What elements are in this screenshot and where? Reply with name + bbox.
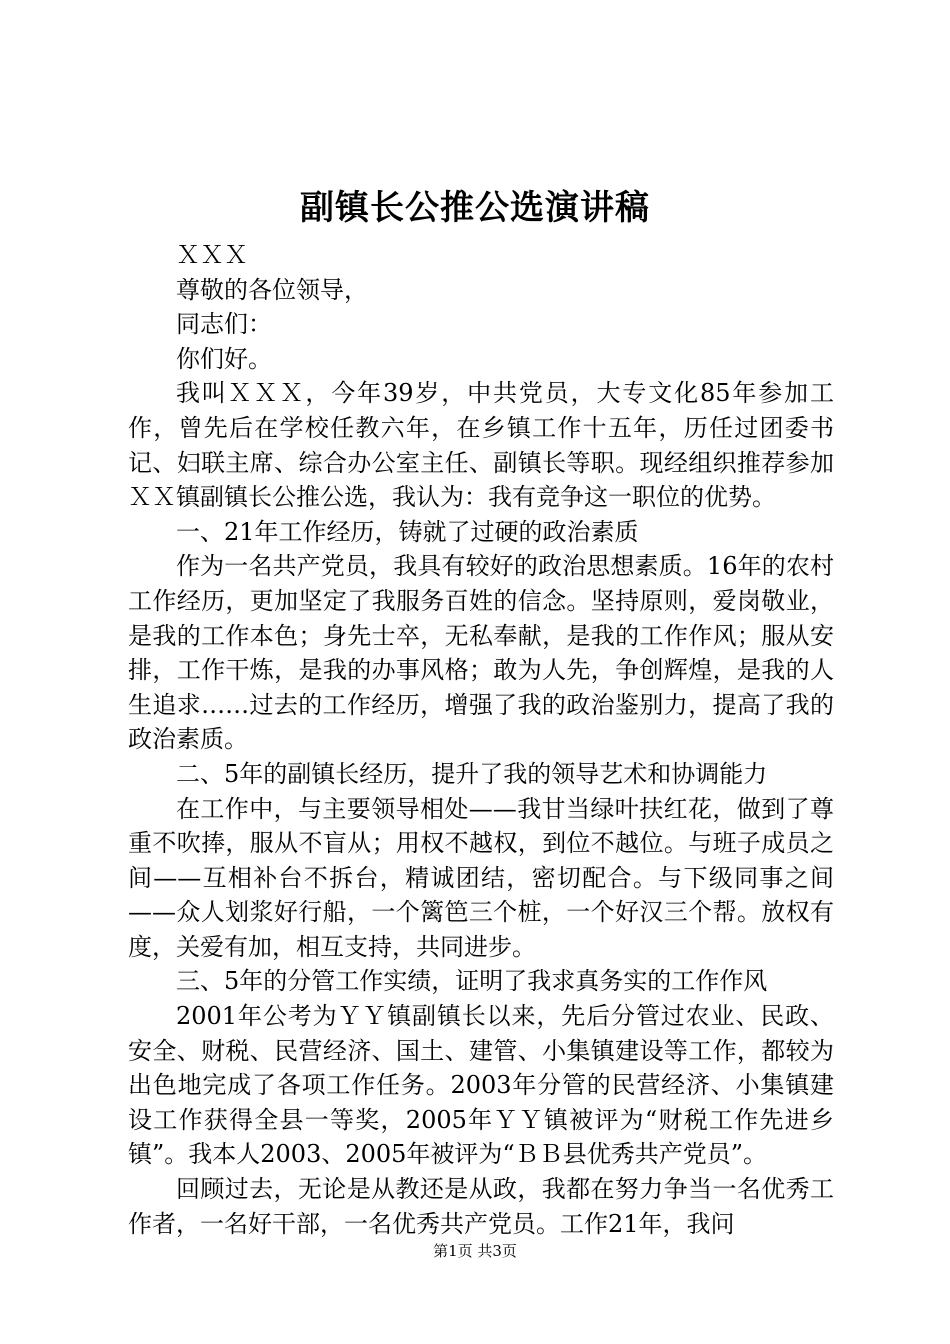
greeting: 你们好。 bbox=[176, 344, 272, 373]
section-heading-3: 三、5年的分管工作实绩，证明了我求真务实的工作作风 bbox=[176, 967, 768, 996]
salutation-comrades: 同志们： bbox=[176, 310, 272, 339]
section-heading-1: 一、21年工作经历，铸就了过硬的政治素质 bbox=[176, 517, 639, 546]
section-heading-2: 二、5年的副镇长经历，提升了我的领导艺术和协调能力 bbox=[176, 759, 768, 788]
salutation-leaders: 尊敬的各位领导， bbox=[176, 275, 368, 304]
document-body bbox=[128, 238, 834, 1241]
intro-paragraph: 我叫ＸＸＸ，今年39岁，中共党员，大专文化85年参加工作，曾先后在学校任教六年，在乡镇工作十五年，历任过团委书记、妇联主席、综合办公室主任、副镇长等职。现经组织推荐参加ＸＸ镇副镇长公推公选，我认为：我有竞争这一职位的优势。 bbox=[128, 379, 834, 512]
section-paragraph-1: 作为一名共产党员，我具有较好的政治思想素质。16年的农村工作经历，更加坚定了我服务百姓的信念。坚持原则，爱岗敬业，是我的工作本色；身先士卒，无私奉献，是我的工作作风；服从安排，工作干炼，是我的办事风格；敢为人先，争创辉煌，是我的人生追求……过去的工作经历，增强了我的政治鉴别力，提高了我的政治素质。 bbox=[128, 552, 834, 754]
document-title: 副镇长公推公选演讲稿 bbox=[300, 188, 650, 228]
page-footer: 第1页 共3页 bbox=[433, 1242, 517, 1260]
closing-paragraph: 回顾过去，无论是从教还是从政，我都在努力争当一名优秀工作者，一名好干部，一名优秀共产党员。工作21年，我问 bbox=[128, 1175, 834, 1238]
salutation-name: ＸＸＸ bbox=[176, 241, 248, 269]
section-paragraph-2: 在工作中，与主要领导相处——我甘当绿叶扶红花，做到了尊重不吹捧，服从不盲从；用权不越权，到位不越位。与班子成员之间——互相补台不拆台，精诚团结，密切配合。与下级同事之间——众人划浆好行船，一个篱笆三个桩，一个好汉三个帮。放权有度，关爱有加，相互支持，共同进步。 bbox=[128, 794, 834, 961]
section-paragraph-3: 2001年公考为ＹＹ镇副镇长以来，先后分管过农业、民政、安全、财税、民营经济、国土、建管、小集镇建设等工作，都较为出色地完成了各项工作任务。2003年分管的民营经济、小集镇建设工作获得全县一等奖，2005年ＹＹ镇被评为“财税工作先进乡镇”。我本人2003、2005年被评为“ＢＢ县优秀共产党员”。 bbox=[128, 1002, 834, 1169]
